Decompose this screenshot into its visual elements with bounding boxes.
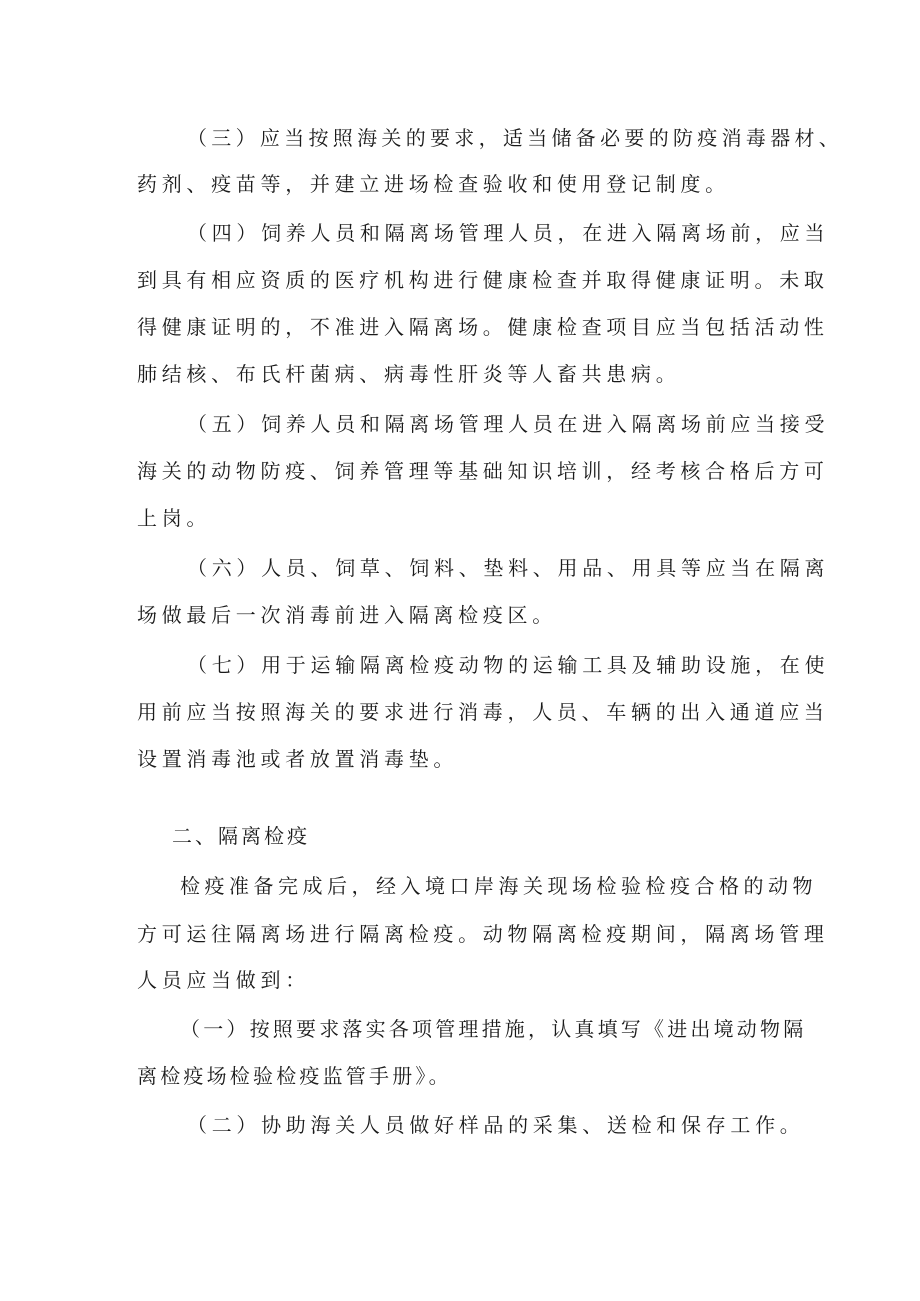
paragraph-5-line-1: （五）饲养人员和隔离场管理人员在进入隔离场前应当接受 bbox=[187, 412, 830, 436]
paragraph-4-line-3: 得健康证明的，不准进入隔离场。健康检查项目应当包括活动性 bbox=[137, 315, 829, 339]
paragraph-6-line-1: （六）人员、饲草、饲料、垫料、用品、用具等应当在隔离 bbox=[187, 556, 830, 580]
paragraph-4-line-2: 到具有相应资质的医疗机构进行健康检查并取得健康证明。未取 bbox=[137, 268, 829, 292]
section-heading: 二、隔离检疫 bbox=[172, 824, 310, 848]
section-paragraph-1-line-2: 方可运往隔离场进行隔离检疫。动物隔离检疫期间，隔离场管理 bbox=[137, 922, 829, 946]
paragraph-7-line-1: （七）用于运输隔离检疫动物的运输工具及辅助设施，在使 bbox=[187, 653, 830, 677]
section-paragraph-1-line-3: 人员应当做到： bbox=[137, 968, 310, 992]
paragraph-7-line-2: 用前应当按照海关的要求进行消毒，人员、车辆的出入通道应当 bbox=[137, 700, 829, 724]
paragraph-3-line-1: （三）应当按照海关的要求，适当储备必要的防疫消毒器材、 bbox=[187, 126, 844, 150]
paragraph-6-line-2: 场做最后一次消毒前进入隔离检疫区。 bbox=[137, 603, 557, 627]
paragraph-5-line-3: 上岗。 bbox=[137, 506, 212, 530]
paragraph-5-line-2: 海关的动物防疫、饲养管理等基础知识培训，经考核合格后方可 bbox=[137, 459, 829, 483]
section-paragraph-2-line-1: （一）按照要求落实各项管理措施，认真填写《进出境动物隔 bbox=[180, 1017, 807, 1041]
paragraph-3-line-2: 药剂、疫苗等，并建立进场检查验收和使用登记制度。 bbox=[137, 172, 730, 196]
paragraph-4-line-1: （四）饲养人员和隔离场管理人员，在进入隔离场前，应当 bbox=[187, 221, 830, 245]
paragraph-7-line-3: 设置消毒池或者放置消毒垫。 bbox=[137, 747, 459, 771]
paragraph-4-line-4: 肺结核、布氏杆菌病、病毒性肝炎等人畜共患病。 bbox=[137, 362, 681, 386]
section-paragraph-1-line-1: 检疫准备完成后，经入境口岸海关现场检验检疫合格的动物 bbox=[180, 874, 817, 898]
section-paragraph-2-line-2: 离检疫场检验检疫监管手册》。 bbox=[137, 1064, 452, 1088]
section-paragraph-3-line-1: （二）协助海关人员做好样品的采集、送检和保存工作。 bbox=[187, 1113, 805, 1137]
